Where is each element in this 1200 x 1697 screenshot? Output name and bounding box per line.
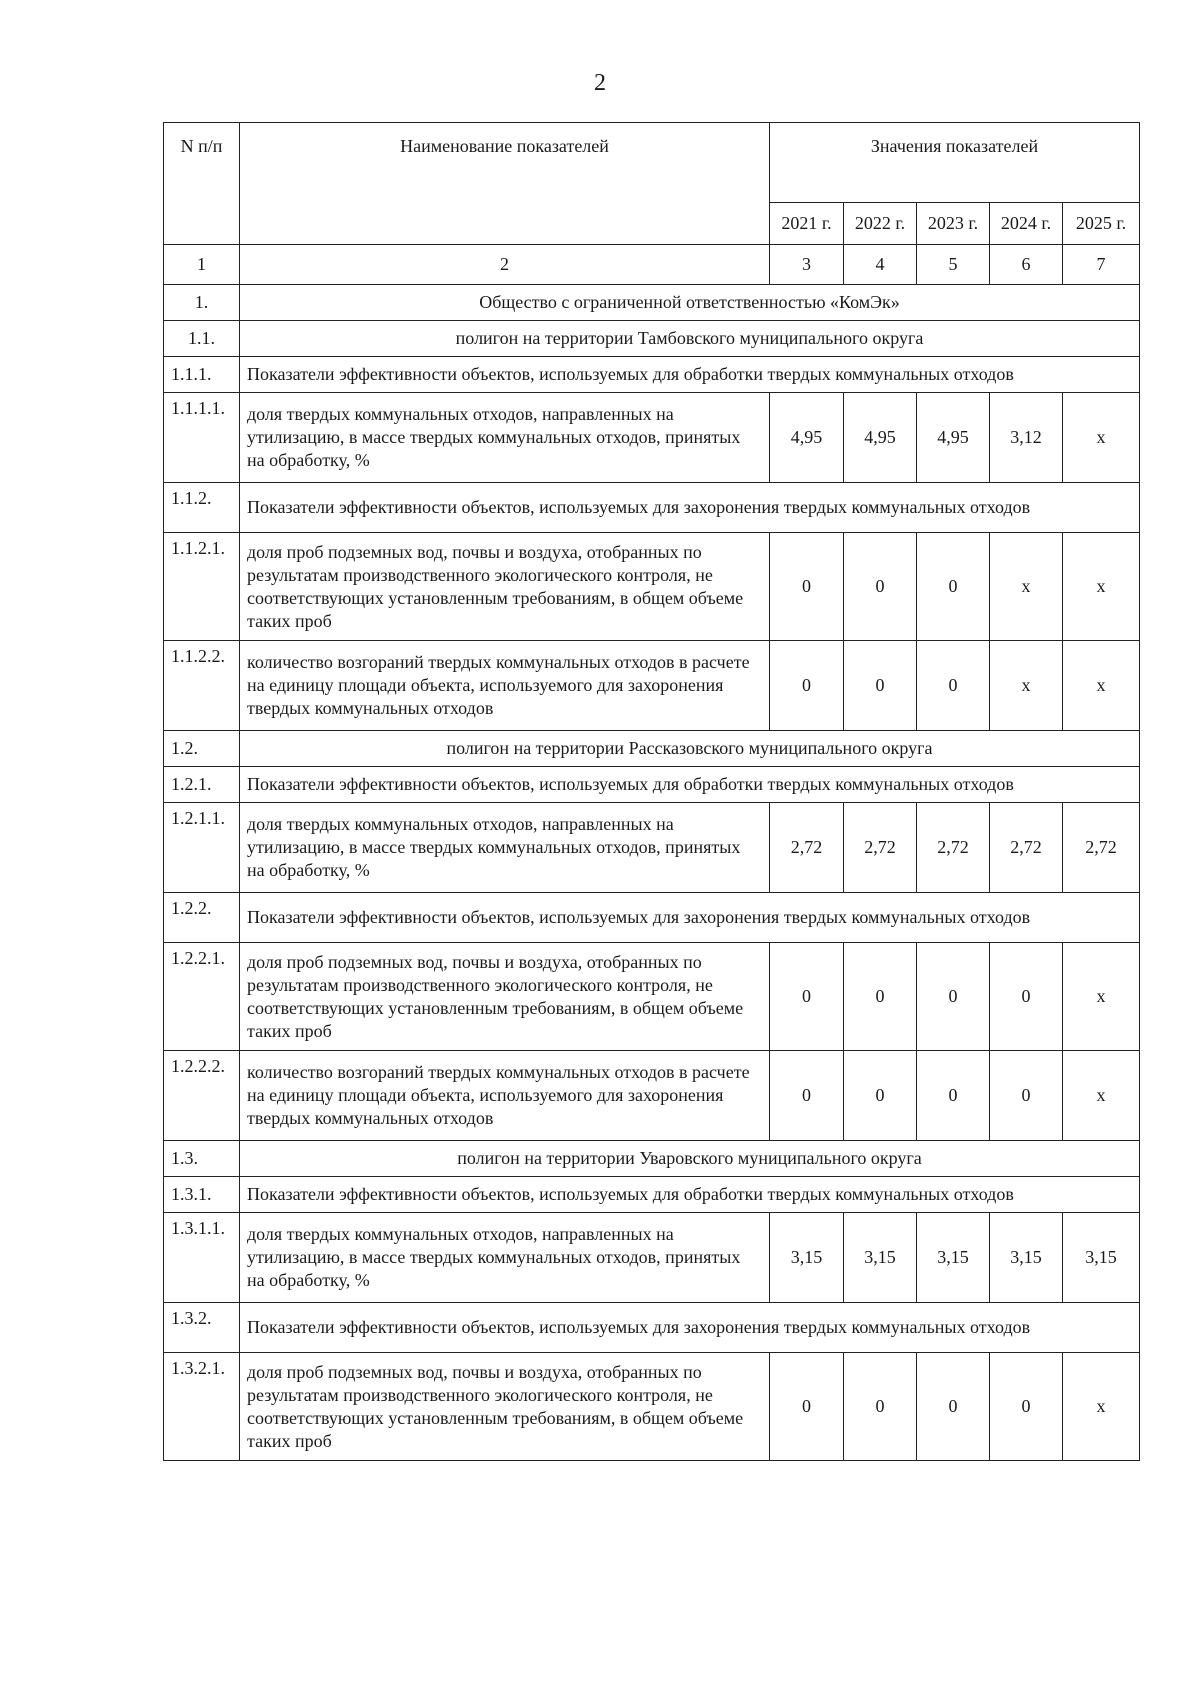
value-cell: 0 — [844, 641, 917, 731]
index-cell: 7 — [1063, 245, 1140, 285]
value-cell: 2,72 — [770, 803, 844, 893]
group-row — [164, 767, 1140, 803]
section-row — [164, 321, 1140, 357]
indicator-name: доля проб подземных вод, почвы и воздуха, отобранных по результатам производственного экологического контроля, не соответствующих установленным требованиям, в общем объеме таких проб — [240, 533, 770, 641]
value-cell: х — [990, 641, 1063, 731]
value-cell: 0 — [917, 1353, 990, 1461]
value-cell: 0 — [844, 1051, 917, 1141]
group-title: Показатели эффективности объектов, используемых для захоронения твердых коммунальных отходов — [240, 483, 1140, 533]
table-body — [164, 285, 1140, 1461]
index-cell: 5 — [917, 245, 990, 285]
row-number: 1.1.1. — [164, 357, 240, 393]
table-row — [164, 533, 1140, 641]
header-year: 2025 г. — [1063, 203, 1140, 245]
row-number: 1.1.2.2. — [164, 641, 240, 731]
indicator-name: количество возгораний твердых коммунальных отходов в расчете на единицу площади объекта, используемого для захоронения твердых коммунальных отходов — [240, 641, 770, 731]
value-cell: х — [1063, 641, 1140, 731]
value-cell: 0 — [917, 943, 990, 1051]
section-title: полигон на территории Рассказовского муниципального округа — [240, 731, 1140, 767]
value-cell: х — [990, 533, 1063, 641]
row-number: 1.1.1.1. — [164, 393, 240, 483]
indicator-name: доля проб подземных вод, почвы и воздуха, отобранных по результатам производственного экологического контроля, не соответствующих установленным требованиям, в общем объеме таких проб — [240, 943, 770, 1051]
value-cell: 4,95 — [917, 393, 990, 483]
section-row — [164, 731, 1140, 767]
row-number: 1.3.1. — [164, 1177, 240, 1213]
value-cell: 0 — [990, 1353, 1063, 1461]
group-row — [164, 893, 1140, 943]
section-title: Общество с ограниченной ответственностью «КомЭк» — [240, 285, 1140, 321]
table-row — [164, 641, 1140, 731]
header-name: Наименование показателей — [240, 123, 770, 245]
group-row — [164, 357, 1140, 393]
index-cell: 1 — [164, 245, 240, 285]
row-number: 1.2.2.2. — [164, 1051, 240, 1141]
table-header — [164, 123, 1140, 285]
page-number: 2 — [594, 70, 606, 96]
value-cell: 2,72 — [990, 803, 1063, 893]
header-year: 2022 г. — [844, 203, 917, 245]
table-row — [164, 803, 1140, 893]
value-cell: 0 — [844, 943, 917, 1051]
value-cell: 3,15 — [770, 1213, 844, 1303]
indicator-name: доля твердых коммунальных отходов, направленных на утилизацию, в массе твердых коммунальных отходов, принятых на обработку, % — [240, 803, 770, 893]
row-number: 1.2. — [164, 731, 240, 767]
header-num: N п/п — [164, 123, 240, 245]
section-row — [164, 1141, 1140, 1177]
row-number: 1.1.2.1. — [164, 533, 240, 641]
value-cell: 0 — [770, 943, 844, 1051]
group-title: Показатели эффективности объектов, используемых для захоронения твердых коммунальных отходов — [240, 1303, 1140, 1353]
table-row — [164, 393, 1140, 483]
value-cell: 0 — [917, 641, 990, 731]
value-cell: 0 — [770, 1051, 844, 1141]
header-values: Значения показателей — [770, 123, 1140, 203]
value-cell: 0 — [770, 533, 844, 641]
value-cell: х — [1063, 1051, 1140, 1141]
value-cell: х — [1063, 393, 1140, 483]
value-cell: 0 — [844, 1353, 917, 1461]
value-cell: 0 — [844, 533, 917, 641]
header-year: 2024 г. — [990, 203, 1063, 245]
row-number: 1.1. — [164, 321, 240, 357]
value-cell: 0 — [990, 943, 1063, 1051]
index-cell: 3 — [770, 245, 844, 285]
row-number: 1.2.2.1. — [164, 943, 240, 1051]
indicator-name: доля твердых коммунальных отходов, направленных на утилизацию, в массе твердых коммунальных отходов, принятых на обработку, % — [240, 393, 770, 483]
row-number: 1.3.2.1. — [164, 1353, 240, 1461]
value-cell: 3,15 — [990, 1213, 1063, 1303]
row-number: 1.2.1.1. — [164, 803, 240, 893]
group-row — [164, 483, 1140, 533]
group-row — [164, 1177, 1140, 1213]
indicator-name: доля твердых коммунальных отходов, направленных на утилизацию, в массе твердых коммунальных отходов, принятых на обработку, % — [240, 1213, 770, 1303]
index-cell: 4 — [844, 245, 917, 285]
value-cell: 3,15 — [1063, 1213, 1140, 1303]
row-number: 1.2.2. — [164, 893, 240, 943]
indicator-name: количество возгораний твердых коммунальных отходов в расчете на единицу площади объекта, используемого для захоронения твердых коммунальных отходов — [240, 1051, 770, 1141]
value-cell: 4,95 — [770, 393, 844, 483]
group-title: Показатели эффективности объектов, используемых для обработки твердых коммунальных отходов — [240, 357, 1140, 393]
value-cell: 2,72 — [1063, 803, 1140, 893]
row-number: 1.3. — [164, 1141, 240, 1177]
index-cell: 6 — [990, 245, 1063, 285]
header-year: 2023 г. — [917, 203, 990, 245]
group-title: Показатели эффективности объектов, используемых для захоронения твердых коммунальных отходов — [240, 893, 1140, 943]
row-number: 1.3.1.1. — [164, 1213, 240, 1303]
value-cell: 2,72 — [844, 803, 917, 893]
indicator-name: доля проб подземных вод, почвы и воздуха, отобранных по результатам производственного экологического контроля, не соответствующих установленным требованиям, в общем объеме таких проб — [240, 1353, 770, 1461]
group-title: Показатели эффективности объектов, используемых для обработки твердых коммунальных отходов — [240, 767, 1140, 803]
group-title: Показатели эффективности объектов, используемых для обработки твердых коммунальных отходов — [240, 1177, 1140, 1213]
value-cell: х — [1063, 943, 1140, 1051]
header-year: 2021 г. — [770, 203, 844, 245]
value-cell: 2,72 — [917, 803, 990, 893]
table-row — [164, 943, 1140, 1051]
index-cell: 2 — [240, 245, 770, 285]
value-cell: 0 — [770, 641, 844, 731]
table-row — [164, 1051, 1140, 1141]
table-row — [164, 1213, 1140, 1303]
table-row — [164, 1353, 1140, 1461]
value-cell: 3,15 — [917, 1213, 990, 1303]
value-cell: х — [1063, 1353, 1140, 1461]
row-number: 1. — [164, 285, 240, 321]
row-number: 1.3.2. — [164, 1303, 240, 1353]
value-cell: 0 — [917, 1051, 990, 1141]
value-cell: 4,95 — [844, 393, 917, 483]
value-cell: х — [1063, 533, 1140, 641]
section-row — [164, 285, 1140, 321]
section-title: полигон на территории Уваровского муниципального округа — [240, 1141, 1140, 1177]
value-cell: 3,15 — [844, 1213, 917, 1303]
section-title: полигон на территории Тамбовского муниципального округа — [240, 321, 1140, 357]
value-cell: 0 — [990, 1051, 1063, 1141]
indicators-table — [163, 122, 1140, 1461]
value-cell: 0 — [917, 533, 990, 641]
row-number: 1.2.1. — [164, 767, 240, 803]
value-cell: 0 — [770, 1353, 844, 1461]
group-row — [164, 1303, 1140, 1353]
value-cell: 3,12 — [990, 393, 1063, 483]
row-number: 1.1.2. — [164, 483, 240, 533]
